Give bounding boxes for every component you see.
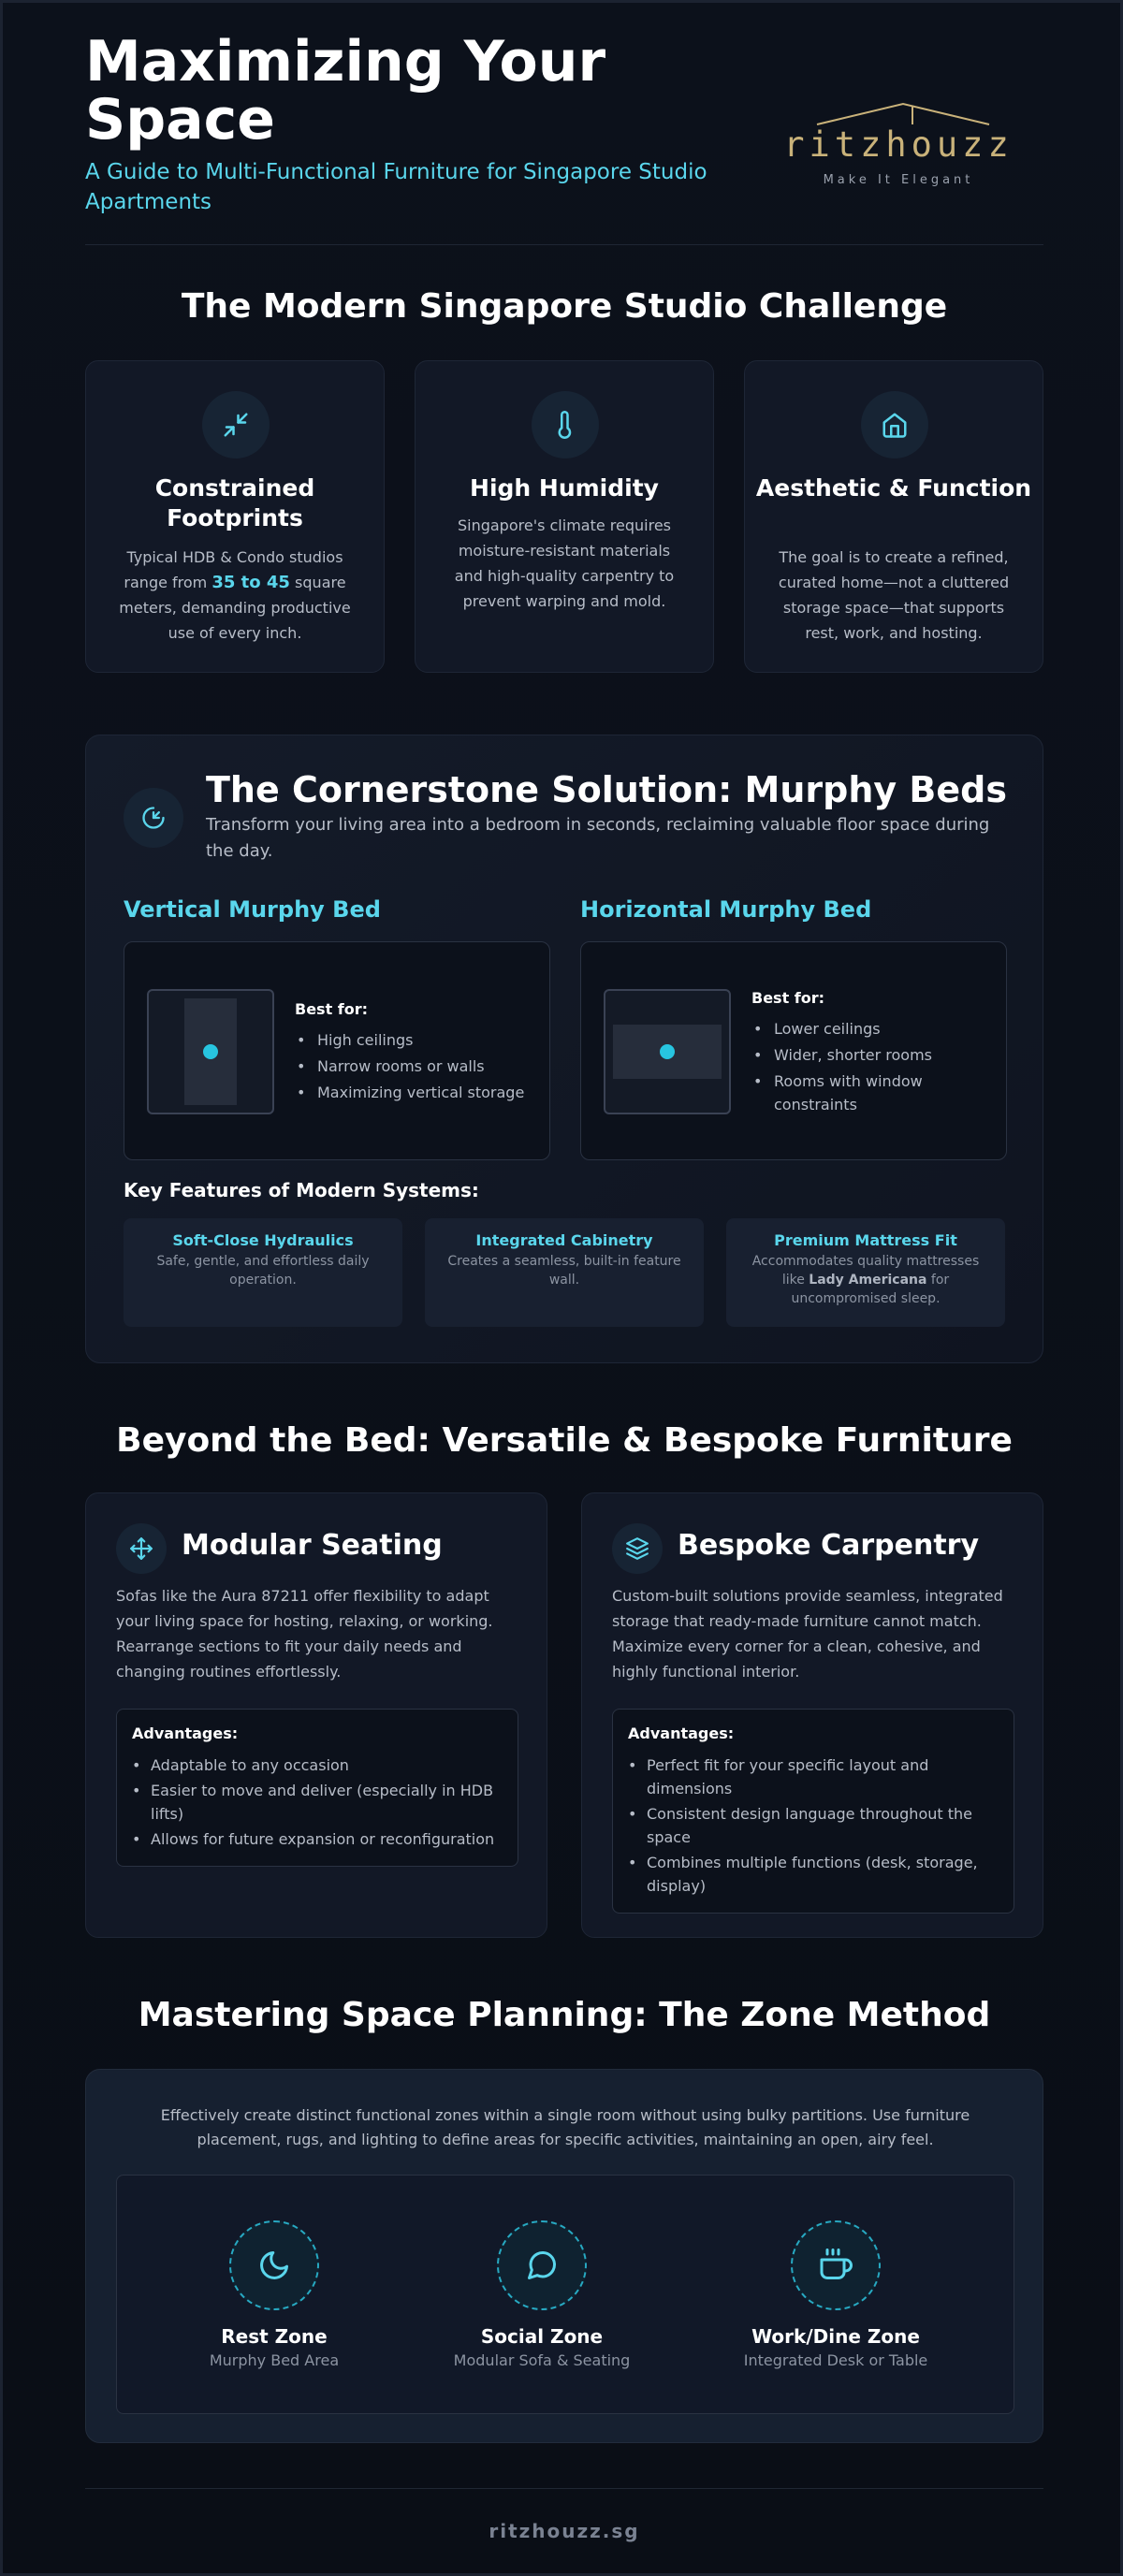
brand-logo — [772, 91, 1025, 194]
modular-seating-card — [85, 1492, 547, 1938]
list-item: • Easier to move and deliver (especially in HDB lifts) — [132, 1779, 503, 1826]
zone-subtitle: Integrated Desk or Table — [743, 2351, 928, 2369]
vertical-bed-diagram — [147, 989, 274, 1114]
vertical-best-list — [295, 1028, 538, 1107]
list-item: • Lower ceilings — [751, 1017, 995, 1041]
card-text: Singapore's climate requires moisture-resistant materials and high-quality carpentry to prevent warping and mold. — [454, 517, 675, 610]
murphy-subtitle: Transform your living area into a bedroom in seconds, reclaiming valuable floor space during the day. — [206, 815, 990, 861]
feature-card-cabinetry — [425, 1218, 704, 1327]
feature-title: Soft-Close Hydraulics — [172, 1231, 354, 1249]
layers-icon — [612, 1523, 663, 1574]
thermometer-icon — [532, 391, 599, 458]
coffee-icon — [791, 2220, 881, 2310]
vertical-bed-card — [124, 941, 550, 1160]
advantages-label: Advantages: — [628, 1725, 735, 1742]
challenge-card-aesthetic — [744, 360, 1043, 673]
feature-title: Integrated Cabinetry — [475, 1231, 653, 1249]
list-item: • Adaptable to any occasion — [132, 1754, 503, 1777]
beyond-heading: Beyond the Bed: Versatile & Bespoke Furniture — [116, 1421, 1013, 1460]
feature-text: Accommodates quality mattresses like Lady Americana for uncompromised sleep. — [751, 1254, 980, 1306]
list-item: • Narrow rooms or walls — [295, 1055, 538, 1078]
brand-name: Lady Americana — [809, 1273, 927, 1288]
zone-subtitle: Modular Sofa & Seating — [453, 2351, 631, 2369]
move-icon — [116, 1523, 167, 1574]
challenge-heading: The Modern Singapore Studio Challenge — [181, 287, 948, 326]
list-item: • High ceilings — [295, 1028, 538, 1052]
bespoke-carpentry-card — [581, 1492, 1043, 1938]
list-item: • Rooms with window constraints — [751, 1070, 995, 1116]
zone-rest — [162, 2220, 386, 2369]
chat-icon — [497, 2220, 587, 2310]
card-title: Bespoke Carpentry — [678, 1529, 980, 1562]
best-for-label: Best for: — [751, 989, 825, 1007]
feature-text: Creates a seamless, built-in feature wall. — [447, 1254, 681, 1288]
card-text: The goal is to create a refined, curated home—not a cluttered storage space—that supports rest, work, and hosting. — [778, 548, 1010, 642]
list-item: • Combines multiple functions (desk, storage, display) — [628, 1851, 999, 1898]
footer-site-link[interactable]: ritzhouzz.sg — [489, 2520, 640, 2542]
list-item: • Allows for future expansion or reconfiguration — [132, 1827, 503, 1851]
zones-text: Effectively create distinct functional zones within a single room without using bulky partitions. Use furniture placement, rugs, and lighting to define areas for specific activities, maintaining an open, airy feel. — [160, 2106, 970, 2148]
advantages-box — [612, 1709, 1014, 1914]
home-icon — [861, 391, 928, 458]
challenge-card-humidity — [415, 360, 714, 673]
divider — [85, 244, 1043, 245]
zones-panel — [85, 2069, 1043, 2443]
card-title: Constrained Footprints — [154, 474, 315, 531]
horizontal-bed-diagram — [604, 989, 731, 1114]
challenge-card-footprints — [85, 360, 385, 673]
feature-title: Premium Mattress Fit — [774, 1231, 957, 1249]
murphy-section — [85, 735, 1043, 1363]
card-text: Typical HDB & Condo studios range from 35 to 45 square meters, demanding productive use of every inch. — [119, 548, 351, 642]
card-title: Modular Seating — [182, 1529, 443, 1562]
header — [85, 31, 1043, 246]
horizontal-bed-card — [580, 941, 1007, 1160]
zones-diagram — [116, 2175, 1014, 2414]
logo-wordmark: ritzhouzz — [783, 124, 1014, 165]
page-title: Maximizing Your Space — [85, 29, 606, 153]
moon-icon — [229, 2220, 319, 2310]
zone-title: Rest Zone — [221, 2325, 328, 2348]
feature-card-mattress — [726, 1218, 1005, 1327]
advantages-box — [116, 1709, 518, 1867]
card-title: High Humidity — [470, 474, 659, 502]
list-item: • Maximizing vertical storage — [295, 1081, 538, 1104]
zone-subtitle: Murphy Bed Area — [209, 2351, 340, 2369]
feature-text: Safe, gentle, and effortless daily operation. — [156, 1254, 370, 1288]
advantages-label: Advantages: — [132, 1725, 239, 1742]
features-title: Key Features of Modern Systems: — [124, 1179, 479, 1201]
card-title: Aesthetic & Function — [755, 474, 1032, 502]
list-item: • Consistent design language throughout the space — [628, 1802, 999, 1849]
vertical-bed-heading: Vertical Murphy Bed — [124, 896, 381, 923]
page-subtitle: A Guide to Multi-Functional Furniture for Singapore Studio Apartments — [85, 160, 707, 214]
zone-social — [430, 2220, 654, 2369]
logo-tagline: Make It Elegant — [823, 173, 974, 187]
horizontal-bed-heading: Horizontal Murphy Bed — [580, 896, 872, 923]
horizontal-best-list — [751, 1017, 995, 1119]
card-text: Sofas like the Aura 87211 offer flexibility to adapt your living space for hosting, relaxing, or working. Rearrange sections to fit your daily needs and changing routines effortlessly. — [116, 1587, 493, 1681]
zone-work-dine — [723, 2220, 948, 2369]
highlight-range: 35 to 45 — [211, 573, 290, 592]
list-item: • Perfect fit for your specific layout and dimensions — [628, 1754, 999, 1800]
zone-title: Social Zone — [480, 2325, 604, 2348]
feature-card-hydraulics — [124, 1218, 402, 1327]
card-text: Custom-built solutions provide seamless, integrated storage that ready-made furniture cannot match. Maximize every corner for a clean, cohesive, and highly functional interior. — [612, 1587, 1003, 1681]
roof-logo-icon — [772, 91, 1025, 128]
best-for-label: Best for: — [295, 1000, 369, 1018]
bed-icon — [124, 788, 183, 848]
zone-title: Work/Dine Zone — [751, 2325, 920, 2348]
minimize-icon — [202, 391, 270, 458]
murphy-title: The Cornerstone Solution: Murphy Beds — [206, 769, 1007, 810]
list-item: • Wider, shorter rooms — [751, 1043, 995, 1067]
zones-heading: Mastering Space Planning: The Zone Method — [138, 1996, 991, 2034]
divider — [85, 2488, 1043, 2489]
